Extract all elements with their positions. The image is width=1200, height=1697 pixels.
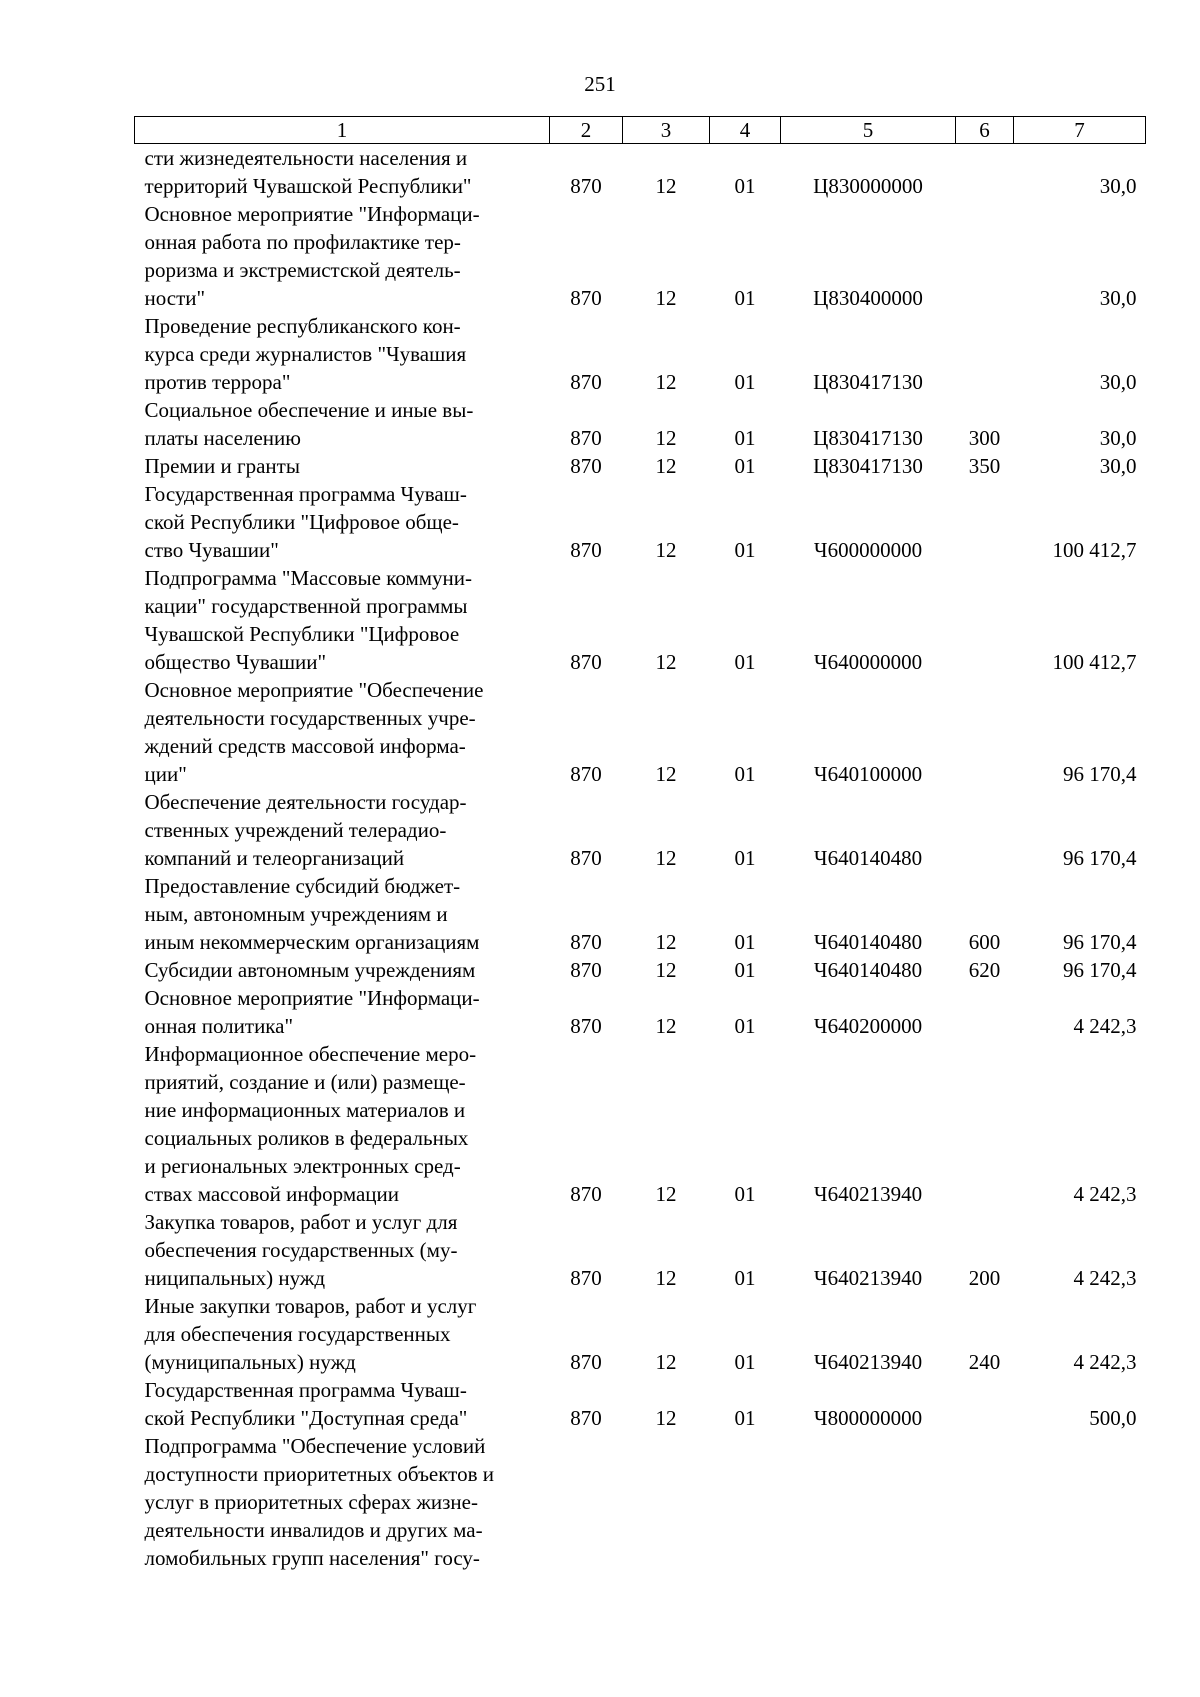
row-description: Подпрограмма "Массовые коммуни- кации" государственной программы Чувашской Республики "Цифровое общество Чувашии" (144, 566, 473, 674)
header-col-1: 1 (135, 117, 550, 144)
row-col-6 (956, 200, 1014, 312)
row-col-4: 01 (734, 370, 756, 394)
table-row (135, 144, 1146, 201)
row-description: Закупка товаров, работ и услуг для обеспечения государственных (му- ниципальных) нужд (144, 1210, 458, 1290)
row-col-2: 870 (570, 1266, 602, 1290)
row-col-6 (956, 1040, 1014, 1208)
header-col-7: 7 (1014, 117, 1146, 144)
row-col-5-code: Ч640200000 (813, 1014, 923, 1038)
table-header (135, 117, 1146, 144)
row-description: Субсидии автономным учреждениям (144, 958, 476, 982)
row-col-7-amount: 96 170,4 (1063, 958, 1137, 982)
row-col-2: 870 (570, 846, 602, 870)
row-col-4: 01 (734, 286, 756, 310)
row-col-4: 01 (734, 958, 756, 982)
row-description: Предоставление субсидий бюджет- ным, автономным учреждениям и иным некоммерческим организациям (144, 874, 480, 954)
row-col-2: 870 (570, 454, 602, 478)
row-col-7-amount: 30,0 (1099, 286, 1137, 310)
table-body (135, 144, 1146, 1573)
row-col-6 (956, 788, 1014, 872)
row-col-4: 01 (734, 1182, 756, 1206)
row-col-7-amount: 100 412,7 (1052, 538, 1137, 562)
row-col-7-amount: 30,0 (1099, 454, 1137, 478)
row-col-5-code: Ч640213940 (813, 1266, 923, 1290)
row-col-3: 12 (655, 762, 677, 786)
row-col-4: 01 (734, 650, 756, 674)
row-col-3: 12 (655, 370, 677, 394)
row-col-2: 870 (570, 958, 602, 982)
table-row (135, 1432, 1146, 1572)
table-row (135, 200, 1146, 312)
row-col-2: 870 (570, 930, 602, 954)
row-col-7-amount: 96 170,4 (1063, 846, 1137, 870)
row-col-5-code: Ч640213940 (813, 1182, 923, 1206)
table-row (135, 676, 1146, 788)
table-row (135, 312, 1146, 396)
row-col-4 (710, 1432, 781, 1572)
row-col-3: 12 (655, 930, 677, 954)
header-row (135, 117, 1146, 144)
row-description: Основное мероприятие "Информаци- онная работа по профилактике тер- роризма и экстремистской деятель- ности" (144, 202, 480, 310)
row-col-3: 12 (655, 454, 677, 478)
row-col-3: 12 (655, 174, 677, 198)
row-col-3: 12 (655, 1406, 677, 1430)
row-col-5-code: Ч640213940 (813, 1350, 923, 1374)
row-col-6 (956, 564, 1014, 676)
table-row (135, 984, 1146, 1040)
row-col-4: 01 (734, 1406, 756, 1430)
row-col-3: 12 (655, 426, 677, 450)
table-row (135, 452, 1146, 480)
row-description: Государственная программа Чуваш- ской Республики "Доступная среда" (144, 1378, 468, 1430)
row-description: Подпрограмма "Обеспечение условий доступности приоритетных объектов и услуг в приоритетных сферах жизне- деятельности инвалидов и других ма- ломобильных групп населения" госу- (144, 1434, 494, 1570)
row-col-2: 870 (570, 426, 602, 450)
row-col-6: 200 (968, 1266, 1001, 1290)
row-col-6 (956, 984, 1014, 1040)
row-col-6 (956, 676, 1014, 788)
row-col-6: 600 (968, 930, 1001, 954)
row-col-7-amount: 100 412,7 (1052, 650, 1137, 674)
table-row (135, 1208, 1146, 1292)
page-number: 251 (584, 72, 616, 96)
row-col-4: 01 (734, 1014, 756, 1038)
row-col-3: 12 (655, 1014, 677, 1038)
row-col-4: 01 (734, 762, 756, 786)
table-row (135, 872, 1146, 956)
table-row (135, 1292, 1146, 1376)
header-col-3: 3 (623, 117, 710, 144)
row-col-3: 12 (655, 538, 677, 562)
row-col-2: 870 (570, 1350, 602, 1374)
row-col-4: 01 (734, 1266, 756, 1290)
row-col-6 (956, 312, 1014, 396)
table-row (135, 396, 1146, 452)
row-col-2: 870 (570, 286, 602, 310)
row-col-5-code: Ч640000000 (813, 650, 923, 674)
table-row (135, 1040, 1146, 1208)
table-row (135, 480, 1146, 564)
table-row (135, 956, 1146, 984)
row-col-6: 300 (968, 426, 1001, 450)
row-col-6 (956, 144, 1014, 201)
row-col-4: 01 (734, 846, 756, 870)
row-col-2: 870 (570, 762, 602, 786)
row-description: Иные закупки товаров, работ и услуг для обеспечения государственных (муниципальных) нужд (144, 1294, 477, 1374)
row-col-3: 12 (655, 650, 677, 674)
row-col-4: 01 (734, 930, 756, 954)
row-col-4: 01 (734, 1350, 756, 1374)
row-col-5-code: Ц830000000 (813, 174, 923, 198)
row-col-2: 870 (570, 1182, 602, 1206)
row-col-7-amount: 30,0 (1099, 370, 1137, 394)
row-col-3: 12 (655, 1266, 677, 1290)
row-col-5-code (781, 1432, 956, 1572)
row-col-5-code: Ч640140480 (813, 958, 923, 982)
row-col-3: 12 (655, 958, 677, 982)
row-col-2: 870 (570, 1406, 602, 1430)
row-description: Государственная программа Чуваш- ской Республики "Цифровое обще- ство Чувашии" (144, 482, 467, 562)
row-col-7-amount: 4 242,3 (1073, 1182, 1137, 1206)
row-col-4: 01 (734, 538, 756, 562)
row-col-5-code: Ч640140480 (813, 846, 923, 870)
row-col-2 (550, 1432, 623, 1572)
row-description: сти жизнедеятельности населения и территорий Чувашской Республики" (144, 146, 472, 198)
row-description: Информационное обеспечение меро- приятий, создание и (или) размеще- ние информационных материалов и социальных роликов в федеральных и региональных электронных сред- ствах массовой информации (144, 1042, 477, 1206)
row-col-7-amount: 4 242,3 (1073, 1266, 1137, 1290)
table-row (135, 1376, 1146, 1432)
row-col-4: 01 (734, 426, 756, 450)
row-col-5-code: Ч800000000 (813, 1406, 923, 1430)
row-col-2: 870 (570, 538, 602, 562)
row-description: Основное мероприятие "Обеспечение деятельности государственных учре- ждений средств массовой информа- ции" (144, 678, 484, 786)
row-col-5-code: Ц830417130 (813, 370, 923, 394)
row-col-7-amount: 4 242,3 (1073, 1014, 1137, 1038)
row-description: Социальное обеспечение и иные вы- платы населению (144, 398, 474, 450)
row-col-6: 620 (968, 958, 1001, 982)
row-col-7-amount (1014, 1432, 1146, 1572)
row-col-5-code: Ц830417130 (813, 454, 923, 478)
table-row (135, 564, 1146, 676)
row-col-6 (956, 480, 1014, 564)
row-col-4: 01 (734, 454, 756, 478)
header-col-6: 6 (956, 117, 1014, 144)
row-col-6 (956, 1376, 1014, 1432)
row-col-6: 240 (968, 1350, 1001, 1374)
row-col-5-code: Ч600000000 (813, 538, 923, 562)
row-col-3: 12 (655, 286, 677, 310)
header-col-5: 5 (781, 117, 956, 144)
row-col-5-code: Ч640140480 (813, 930, 923, 954)
row-col-3: 12 (655, 846, 677, 870)
row-col-3: 12 (655, 1182, 677, 1206)
row-col-2: 870 (570, 370, 602, 394)
row-col-2: 870 (570, 650, 602, 674)
row-col-5-code: Ц830400000 (813, 286, 923, 310)
row-col-2: 870 (570, 174, 602, 198)
row-col-7-amount: 96 170,4 (1063, 762, 1137, 786)
row-col-7-amount: 96 170,4 (1063, 930, 1137, 954)
header-col-2: 2 (550, 117, 623, 144)
row-col-2: 870 (570, 1014, 602, 1038)
header-col-4: 4 (710, 117, 781, 144)
row-col-4: 01 (734, 174, 756, 198)
row-description: Проведение республиканского кон- курса среди журналистов "Чувашия против террора" (144, 314, 467, 394)
row-col-5-code: Ц830417130 (813, 426, 923, 450)
row-col-3: 12 (655, 1350, 677, 1374)
row-description: Обеспечение деятельности государ- ственных учреждений телерадио- компаний и телеорганизаций (144, 790, 467, 870)
row-col-6 (956, 1432, 1014, 1572)
row-description: Премии и гранты (144, 454, 300, 478)
table-row (135, 788, 1146, 872)
row-description: Основное мероприятие "Информаци- онная политика" (144, 986, 480, 1038)
row-col-7-amount: 4 242,3 (1073, 1350, 1137, 1374)
row-col-7-amount: 30,0 (1099, 174, 1137, 198)
row-col-7-amount: 500,0 (1089, 1406, 1137, 1430)
row-col-7-amount: 30,0 (1099, 426, 1137, 450)
row-col-5-code: Ч640100000 (813, 762, 923, 786)
row-col-3 (623, 1432, 710, 1572)
row-col-6: 350 (968, 454, 1001, 478)
budget-table (134, 116, 1146, 1572)
